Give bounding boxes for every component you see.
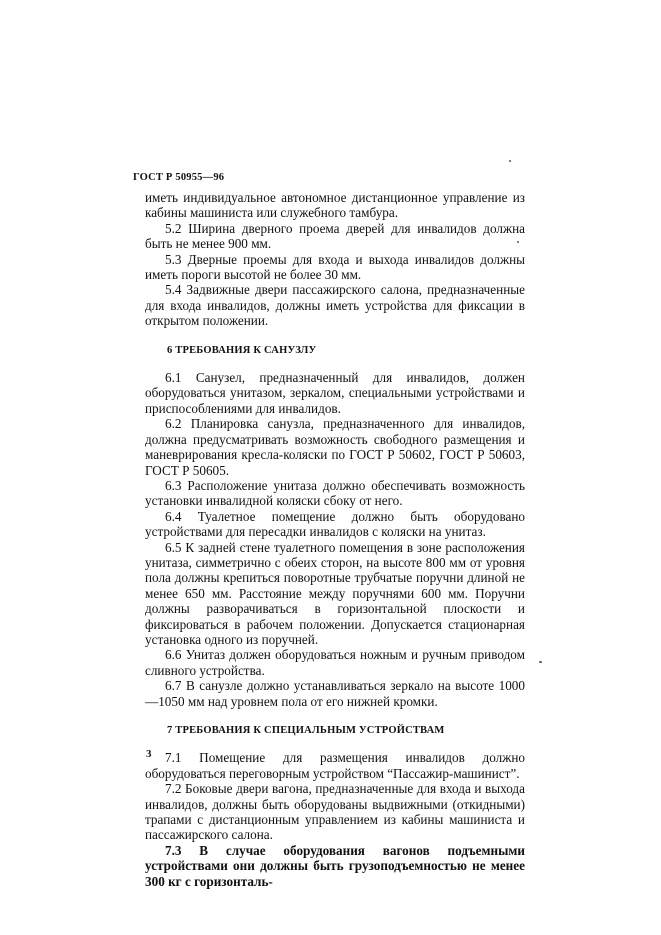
page-number: 3 (146, 748, 152, 760)
document-body (145, 190, 525, 889)
paragraph-6-2: 6.2 Планировка санузла, предназначенного для инвалидов, должна предусматривать возможность свободного размещения и маневрирования кресла-коляски по ГОСТ Р 50602, ГОСТ Р 50603, ГОСТ Р 50605. (145, 416, 525, 478)
paragraph-6-7: 6.7 В санузле должно устанавливаться зеркало на высоте 1000—1050 мм над уровнем пола от его нижней кромки. (145, 678, 525, 709)
paragraph-5-1-continuation: иметь индивидуальное автономное дистанционное управление из кабины машиниста или служебного тамбура. (145, 190, 525, 221)
paragraph-6-1: 6.1 Санузел, предназначенный для инвалидов, должен оборудоваться унитазом, зеркалом, специальными устройствами и приспособлениями для инвалидов. (145, 370, 525, 416)
paragraph-6-3: 6.3 Расположение унитаза должно обеспечивать возможность установки инвалидной коляски сбоку от него. (145, 477, 525, 509)
document-code-header: ГОСТ Р 50955—96 (133, 172, 225, 183)
scan-speck (539, 661, 542, 663)
paragraph-5-3: 5.3 Дверные проемы для входа и выхода инвалидов должны иметь пороги высотой не более 30 мм. (145, 251, 525, 283)
paragraph-6-5: 6.5 К задней стене туалетного помещения в зоне расположения унитаза, симметрично с обеих сторон, на высоте 800 мм от уровня пола должны крепиться поворотные трубчатые поручни длиной не менее 650 мм. Расстояние между поручнями 600 мм. Поручни должны разворачиваться в горизонтальной плоскости и фиксироваться в рабочем положении. Допускается стационарная установка одного из поручней. (145, 539, 525, 647)
scan-speck (517, 241, 519, 243)
paragraph-6-6: 6.6 Унитаз должен оборудоваться ножным и ручным приводом сливного устройства. (145, 647, 525, 678)
paragraph-7-1: 7.1 Помещение для размещения инвалидов должно оборудоваться переговорным устройством “Пассажир-машинист”. (145, 750, 525, 781)
section-6-heading: 6 ТРЕБОВАНИЯ К САНУЗЛУ (167, 344, 317, 356)
paragraph-5-2: 5.2 Ширина дверного проема дверей для инвалидов должна быть не менее 900 мм. (145, 220, 525, 252)
section-7-heading: 7 ТРЕБОВАНИЯ К СПЕЦИАЛЬНЫМ УСТРОЙСТВАМ (167, 725, 445, 736)
scan-speck (509, 160, 511, 162)
paragraph-7-3: 7.3 В случае оборудования вагонов подъемными устройствами они должны быть грузоподъемностью не менее 300 кг с горизонталь- (145, 842, 525, 889)
paragraph-6-4: 6.4 Туалетное помещение должно быть оборудовано устройствами для пересадки инвалидов с коляски на унитаз. (145, 508, 525, 540)
paragraph-7-2: 7.2 Боковые двери вагона, предназначенные для входа и выхода инвалидов, должны быть оборудованы выдвижными (откидными) трапами с дистанционным управлением из кабины машиниста и пассажирского салона. (145, 781, 525, 843)
paragraph-5-4: 5.4 Задвижные двери пассажирского салона, предназначенные для входа инвалидов, должны иметь устройства для фиксации в открытом положении. (145, 282, 525, 329)
